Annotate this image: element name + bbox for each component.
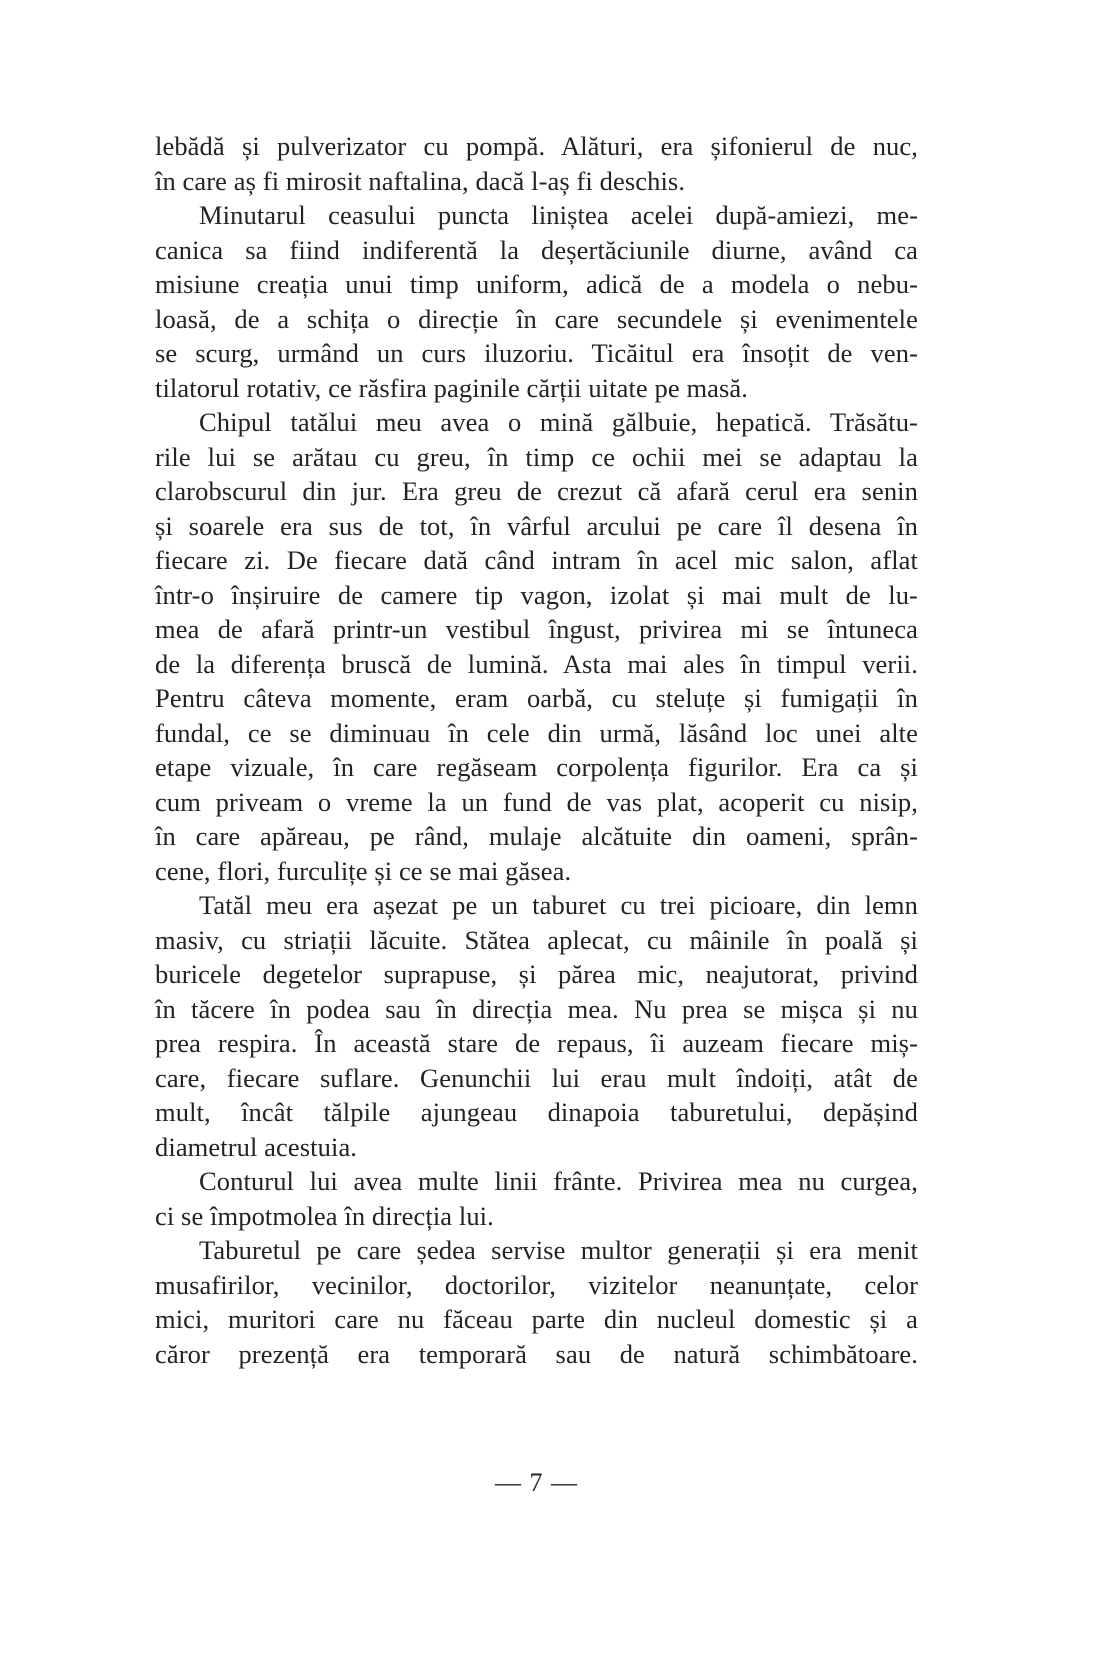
text-line: buricele degetelor suprapuse, și părea mic, neajutorat, privind [155, 959, 918, 989]
text-line: care, fiecare suflare. Genunchii lui erau mult îndoiți, atât de [155, 1062, 918, 1093]
text-line: ci se împotmolea în direcția lui. [155, 1200, 494, 1231]
text-line: mea de afară printr-un vestibul îngust, privirea mi se întuneca [155, 614, 918, 644]
text-line: se scurg, urmând un curs iluzoriu. Ticăitul era însoțit de ven- [155, 338, 918, 368]
text-line: musafirilor, vecinilor, doctorilor, vizitelor neanunțate, celor [155, 1269, 918, 1300]
text-line: Minutarul ceasului puncta liniștea acelei după-amiezi, me- [199, 200, 918, 230]
text-line: masiv, cu striații lăcuite. Stătea aplecat, cu mâinile în poală și [155, 924, 918, 955]
text-line: clarobscurul din jur. Era greu de crezut că afară cerul era senin [155, 476, 918, 506]
text-line: cum priveam o vreme la un fund de vas plat, acoperit cu nisip, [155, 786, 918, 817]
text-line: în care aș fi mirosit naftalina, dacă l-aș fi deschis. [155, 165, 686, 196]
text-line: tilatorul rotativ, ce răsfira paginile cărții uitate pe masă. [155, 372, 749, 403]
text-line: și soarele era sus de tot, în vârful arcului pe care îl desena în [155, 510, 918, 541]
text-line: fundal, ce se diminuau în cele din urmă, lăsând loc unei alte [155, 717, 918, 748]
text-line: de la diferența bruscă de lumină. Asta mai ales în timpul verii. [155, 648, 918, 679]
text-line: fiecare zi. De fiecare dată când intram în acel mic salon, aflat [155, 545, 918, 575]
text-line: canica sa fiind indiferentă la deșertăciunile diurne, având ca [155, 234, 918, 265]
page-number: — 7 — [495, 1468, 578, 1497]
text-line: etape vizuale, în care regăseam corpolența figurilor. Era ca și [155, 752, 918, 782]
text-line: Tatăl meu era așezat pe un taburet cu trei picioare, din lemn [199, 890, 918, 920]
text-line: Taburetul pe care ședea servise multor generații și era menit [199, 1235, 918, 1265]
text-line: loasă, de a schița o direcție în care secundele și evenimentele [155, 303, 918, 334]
body-text [155, 129, 918, 1371]
text-line: cene, flori, furculițe și ce se mai găsea. [155, 855, 572, 886]
text-line: Chipul tatălui meu avea o mină gălbuie, hepatică. Trăsătu- [199, 407, 918, 437]
text-line: mici, muritori care nu făceau parte din nucleul domestic și a [155, 1304, 918, 1334]
text-line: rile lui se arătau cu greu, în timp ce ochii mei se adaptau la [155, 441, 918, 472]
text-line: căror prezență era temporară sau de natură schimbătoare. [155, 1338, 918, 1369]
text-line: în care apăreau, pe rând, mulaje alcătuite din oameni, sprân- [155, 821, 918, 851]
text-line: diametrul acestuia. [155, 1131, 358, 1162]
text-line: Conturul lui avea multe linii frânte. Privirea mea nu curgea, [199, 1166, 918, 1196]
text-line: în tăcere în podea sau în direcția mea. Nu prea se mișca și nu [155, 993, 918, 1024]
text-line: Pentru câteva momente, eram oarbă, cu steluțe și fumigații în [155, 683, 918, 713]
text-line: misiune creația unui timp uniform, adică de a modela o nebu- [155, 269, 918, 299]
text-line: prea respira. În această stare de repaus, îi auzeam fiecare miș- [155, 1028, 918, 1058]
text-line: lebădă și pulverizator cu pompă. Alături, era șifonierul de nuc, [155, 131, 918, 161]
text-line: într-o înșiruire de camere tip vagon, izolat și mai mult de lu- [155, 579, 918, 610]
text-line: mult, încât tălpile ajungeau dinapoia taburetului, depășind [155, 1097, 918, 1127]
